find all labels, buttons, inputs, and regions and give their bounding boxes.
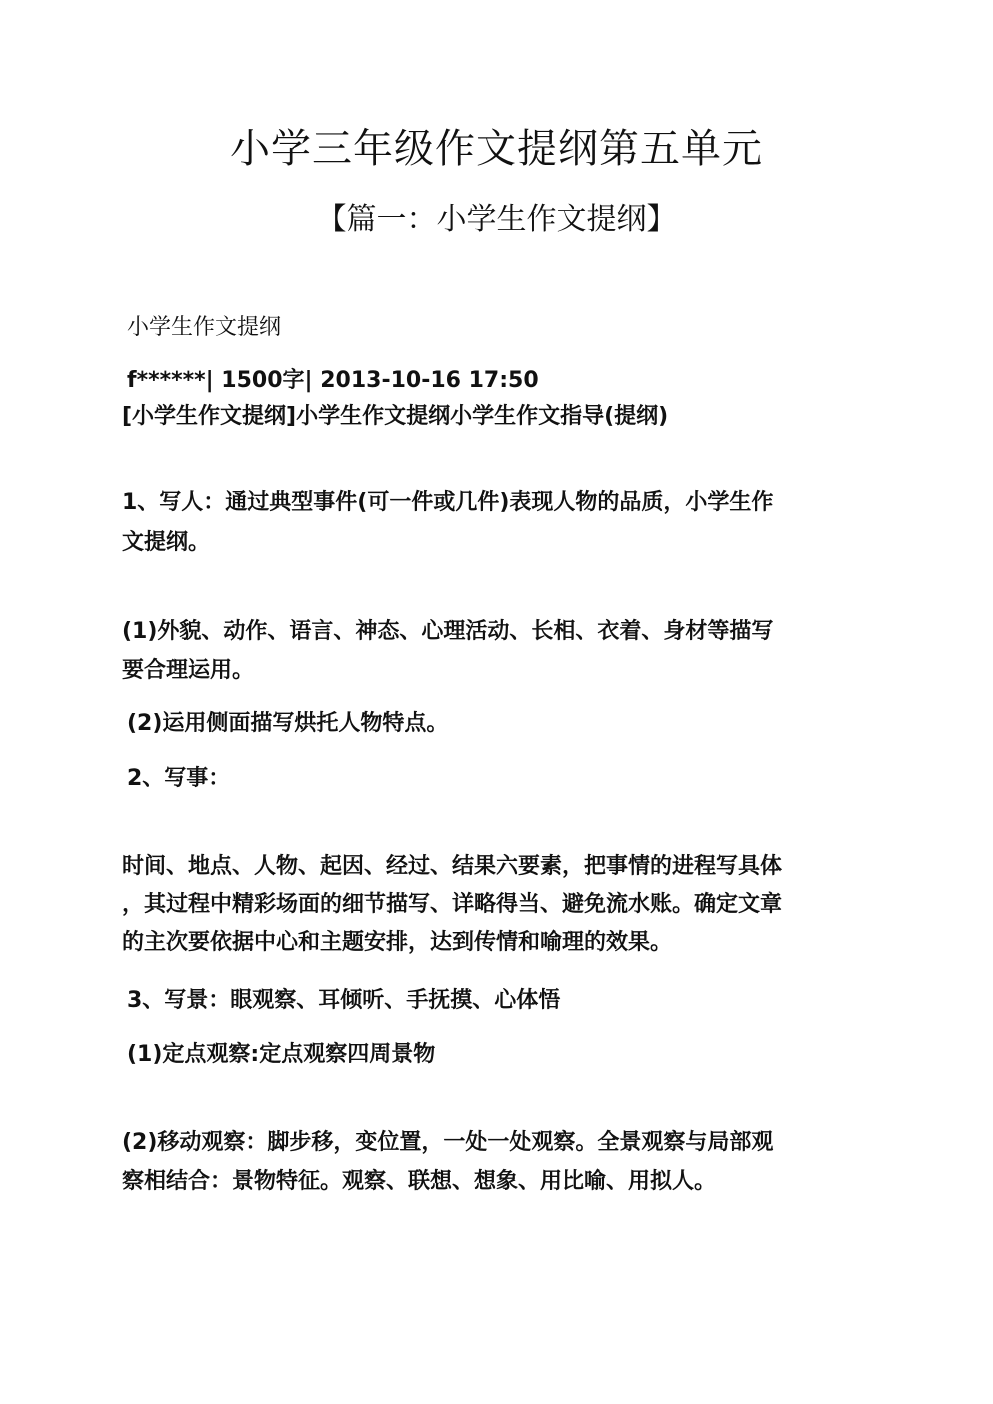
- paragraph-1-line-1: 1、写人：通过典型事件(可一件或几件)表现人物的品质，小学生作: [122, 490, 774, 515]
- paragraph-7: (1)定点观察:定点观察四周景物: [127, 1042, 436, 1067]
- paragraph-2-line-2: 要合理运用。: [122, 658, 255, 683]
- paragraph-4: 2、写事：: [127, 766, 231, 791]
- paragraph-8-line-2: 察相结合：景物特征。观察、联想、想象、用比喻、用拟人。: [122, 1169, 717, 1194]
- paragraph-5-line-2: ，其过程中精彩场面的细节描写、详略得当、避免流水账。确定文章: [122, 892, 783, 917]
- paragraph-5-line-1: 时间、地点、人物、起因、经过、结果六要素，把事情的进程写具体: [122, 854, 783, 879]
- page-title: 小学三年级作文提纲第五单元: [230, 126, 763, 172]
- paragraph-2-line-1: (1)外貌、动作、语言、神态、心理活动、长相、衣着、身材等描写: [122, 619, 774, 644]
- tag-line: [小学生作文提纲]小学生作文提纲小学生作文指导(提纲): [122, 404, 669, 429]
- meta-line: f******| 1500字| 2013-10-16 17:50: [127, 368, 539, 393]
- section-subtitle: 【篇一：小学生作文提纲】: [316, 202, 677, 237]
- paragraph-1-line-2: 文提纲。: [122, 530, 211, 555]
- article-heading: 小学生作文提纲: [127, 315, 282, 340]
- paragraph-5-line-3: 的主次要依据中心和主题安排，达到传情和喻理的效果。: [122, 930, 673, 955]
- paragraph-3: (2)运用侧面描写烘托人物特点。: [127, 711, 449, 736]
- paragraph-6: 3、写景：眼观察、耳倾听、手抚摸、心体悟: [127, 988, 561, 1013]
- paragraph-8-line-1: (2)移动观察：脚步移，变位置，一处一处观察。全景观察与局部观: [122, 1130, 774, 1155]
